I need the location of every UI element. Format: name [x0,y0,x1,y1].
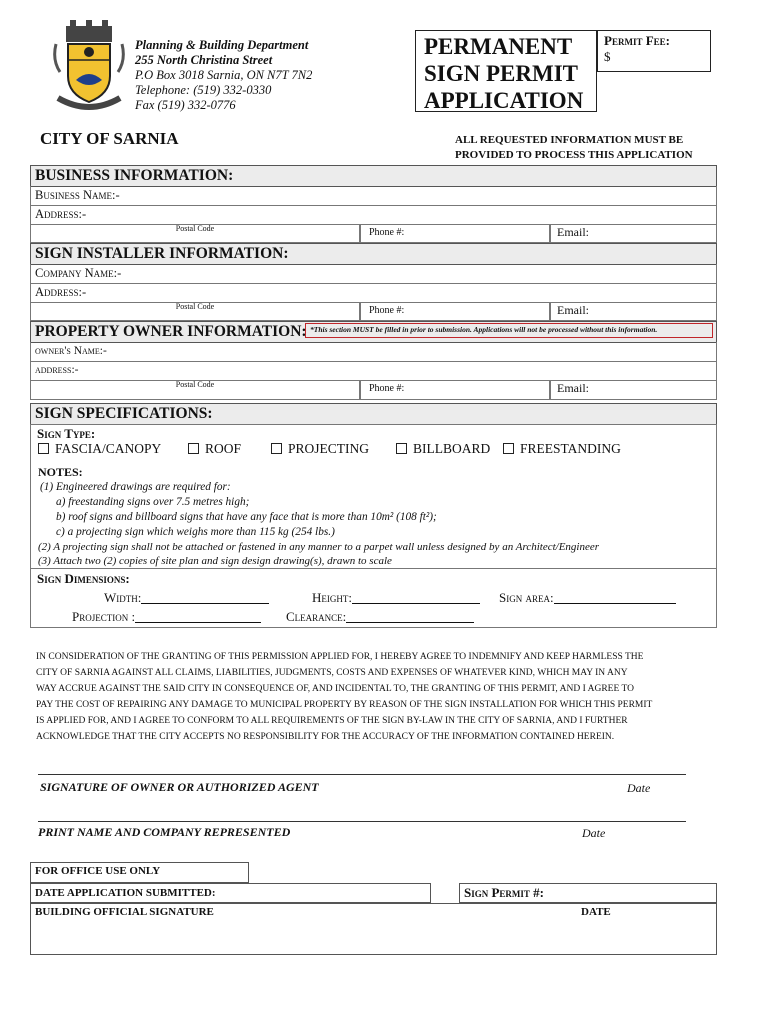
owner-signature-label: SIGNATURE OF OWNER OR AUTHORIZED AGENT [40,780,319,794]
form-title [415,30,597,112]
consent-line: WAY ACCRUE AGAINST THE SAID CITY IN CONSEQUENCE OF, AND INCIDENTAL TO, THE GRANTING OF THIS PERMIT, AND I AGREE TO [36,684,634,694]
installer-address-field[interactable] [30,283,717,303]
requirement-line: PROVIDED TO PROCESS THIS APPLICATION [455,149,693,161]
email-label: Email: [557,303,589,317]
business-postal-field[interactable] [30,224,360,243]
signature-date-label: Date [627,781,651,795]
type-option-fascia[interactable] [38,441,161,457]
postal-code-label: Postal Code [175,302,215,311]
width-input-line[interactable] [141,591,269,604]
type-option-projecting[interactable] [271,441,369,457]
area-label: Sign area: [499,590,554,605]
office-use-heading: FOR OFFICE USE ONLY [30,862,249,883]
projection-label: Projection : [72,609,136,624]
clearance-input-line[interactable] [346,610,474,623]
email-label: Email: [557,225,589,239]
business-phone-field[interactable] [360,224,550,243]
dept-line: Fax (519) 332-0776 [135,98,236,112]
consent-line: IS APPLIED FOR, AND I AGREE TO CONFORM TO ALL REQUIREMENTS OF THE SIGN BY-LAW IN THE CITY OF SARNIA, AND I FURTHER [36,716,628,726]
dept-line: P.O Box 3018 Sarnia, ON N7T 7N2 [135,68,313,82]
type-label: FASCIA/CANOPY [55,441,162,456]
business-email-field[interactable] [550,224,717,243]
type-option-freestanding[interactable] [503,441,621,457]
height-field[interactable] [312,590,480,606]
indemnity-statement [36,649,706,745]
official-date-label: DATE [581,906,611,918]
company-name-label: Company Name:- [35,266,122,280]
height-input-line[interactable] [352,591,480,604]
business-name-field[interactable] [30,186,717,206]
department-address-block [135,38,312,113]
installer-section-heading: SIGN INSTALLER INFORMATION: [30,243,717,265]
print-name-line[interactable] [38,820,686,822]
consent-line: ACKNOWLEDGE THAT THE CITY ACCEPTS NO RESPONSIBILITY FOR THE ACCURACY OF THE INFORMATION CONTAINED HEREIN. [36,732,615,742]
clearance-label: Clearance: [286,609,347,624]
consent-line: CITY OF SARNIA AGAINST ALL CLAIMS, LIABILITIES, JUDGMENTS, COSTS AND EXPENSES OF WHATEVER KIND, WHICH MAY IN ANY [36,668,628,678]
installer-postal-field[interactable] [30,302,360,321]
date-submitted-label: DATE APPLICATION SUBMITTED: [35,887,216,899]
owner-mandatory-notice: *This section MUST be filled in prior to submission. Applications will not be processed without this information. [305,323,713,338]
width-field[interactable] [104,590,269,606]
owner-name-field[interactable] [30,342,717,362]
owner-signature-line[interactable] [38,773,686,775]
phone-label: Phone #: [369,383,405,394]
clearance-field[interactable] [286,609,474,625]
owner-email-field[interactable] [550,380,717,400]
owner-name-label: owner's Name:- [35,345,107,357]
checkbox-freestanding[interactable] [503,443,514,454]
height-label: Height: [312,590,352,605]
business-address-field[interactable] [30,205,717,225]
installer-phone-field[interactable] [360,302,550,321]
type-label: PROJECTING [288,441,370,456]
installer-email-field[interactable] [550,302,717,321]
owner-address-label: address:- [35,364,79,376]
title-line: SIGN PERMIT [424,61,578,86]
print-name-label: PRINT NAME AND COMPANY REPRESENTED [38,825,291,839]
note-line: c) a projecting sign which weighs more than 115 kg (254 lbs.) [56,526,335,538]
owner-heading-text: PROPERTY OWNER INFORMATION: [35,323,307,340]
note-line: (3) Attach two (2) copies of site plan and sign design drawing(s), drawn to scale [38,555,392,567]
city-name: CITY OF SARNIA [40,129,179,148]
dept-line: Planning & Building Department [135,38,309,52]
specs-section-heading: SIGN SPECIFICATIONS: [30,403,717,425]
phone-label: Phone #: [369,305,405,316]
type-label: FREESTANDING [520,441,621,456]
business-section-heading: BUSINESS INFORMATION: [30,165,717,187]
consent-line: IN CONSIDERATION OF THE GRANTING OF THIS PERMISSION APPLIED FOR, I HEREBY AGREE TO INDEMNIFY AND KEEP HARMLESS THE [36,652,644,662]
checkbox-fascia[interactable] [38,443,49,454]
installer-address-label: Address:- [35,285,87,299]
permit-fee-label: Permit Fee: [604,33,670,48]
postal-code-label: Postal Code [175,224,215,233]
owner-phone-field[interactable] [360,380,550,400]
area-field[interactable] [499,590,676,606]
official-signature-label: BUILDING OFFICIAL SIGNATURE [35,906,214,918]
business-name-label: Business Name:- [35,188,120,202]
consent-line: PAY THE COST OF REPAIRING ANY DAMAGE TO MUNICIPAL PROPERTY BY REASON OF THE SIGN INSTALLATION FOR WHICH THIS PERMIT [36,700,653,710]
projection-field[interactable] [72,609,261,625]
city-crest-logo [52,20,126,116]
checkbox-projecting[interactable] [271,443,282,454]
checkbox-billboard[interactable] [396,443,407,454]
postal-code-label: Postal Code [175,380,215,389]
divider [30,568,717,569]
projection-input-line[interactable] [135,610,261,623]
permit-fee-symbol: $ [604,49,611,64]
note-line: a) freestanding signs over 7.5 metres high; [56,496,250,508]
dept-line: Telephone: (519) 332-0330 [135,83,272,97]
requirement-line: ALL REQUESTED INFORMATION MUST BE [455,134,684,146]
requirement-notice [455,133,693,163]
business-address-label: Address:- [35,207,87,221]
type-label: ROOF [205,441,242,456]
note-line: (1) Engineered drawings are required for: [40,481,231,493]
sign-type-label: Sign Type: [37,426,96,441]
notes-label: NOTES: [38,465,83,479]
sign-permit-number-label: Sign Permit #: [464,885,545,900]
print-date-label: Date [582,826,606,840]
owner-address-field[interactable] [30,361,717,381]
width-label: Width: [104,590,142,605]
dept-line: 255 North Christina Street [135,53,273,67]
phone-label: Phone #: [369,227,405,238]
type-option-billboard[interactable] [396,441,490,457]
email-label: Email: [557,381,589,395]
note-line: b) roof signs and billboard signs that have any face that is more than 10m² (108 ft²); [56,511,437,523]
note-line: (2) A projecting sign shall not be attached or fastened in any manner to a parpet wall unless designed by an Architect/Engineer [38,541,600,553]
installer-company-field[interactable] [30,264,717,284]
area-input-line[interactable] [554,591,676,604]
dimensions-label: Sign Dimensions: [37,571,130,586]
checkbox-roof[interactable] [188,443,199,454]
title-line: APPLICATION [424,88,584,113]
owner-postal-field[interactable] [30,380,360,400]
permit-fee-box[interactable] [597,30,711,72]
type-option-roof[interactable] [188,441,241,457]
date-submitted-field[interactable] [30,883,431,903]
type-label: BILLBOARD [413,441,491,456]
sign-permit-number-field[interactable] [459,883,717,903]
official-signature-box[interactable] [30,903,717,955]
title-line: PERMANENT [424,34,573,59]
